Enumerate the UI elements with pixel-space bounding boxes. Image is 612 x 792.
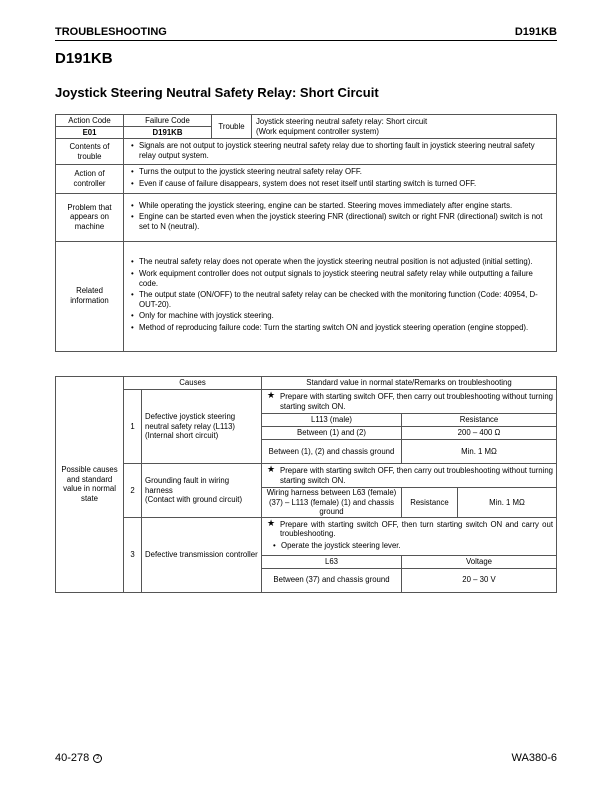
- related-label: Related information: [56, 241, 124, 351]
- star-icon: ★: [267, 464, 276, 474]
- cause-1-text: Defective joystick steering neutral safety relay (L113) (Internal short circuit): [142, 390, 262, 464]
- star-icon: ★: [267, 517, 276, 528]
- cause-1-note: Prepare with starting switch OFF, then carry out troubleshooting without turning starting switch ON.: [280, 391, 553, 411]
- problem-item: • While operating the joystick steering, engine can be started. Steering moves immediately after engine starts.: [128, 201, 552, 211]
- action-label: Action of controller: [56, 165, 124, 193]
- cause-3-r1-value: 20 – 30 V: [402, 568, 557, 592]
- cause-2-resistance-label: Resistance: [402, 488, 458, 518]
- failure-code-label: Failure Code: [124, 115, 212, 127]
- cause-3-col-voltage: Voltage: [402, 555, 557, 568]
- model-name: WA380-6: [511, 752, 557, 764]
- cause-1-r2-pins: Between (1), (2) and chassis ground: [262, 440, 402, 464]
- cause-3-bullet: • Operate the joystick steering lever.: [270, 541, 553, 551]
- cause-3-r1-pins: Between (37) and chassis ground: [262, 568, 402, 592]
- cause-1-col-connector: L113 (male): [262, 414, 402, 427]
- problem-label: Problem that appears on machine: [56, 193, 124, 241]
- cause-number: 3: [124, 517, 142, 592]
- related-item: • Method of reproducing failure code: Turn the starting switch ON and joystick steering operation (engine stopped).: [128, 323, 552, 333]
- star-icon: ★: [267, 390, 276, 400]
- cause-1-r2-value: Min. 1 MΩ: [402, 440, 557, 464]
- action-item: • Even if cause of failure disappears, system does not reset itself until starting switch is turned OFF.: [128, 179, 552, 189]
- header-section: TROUBLESHOOTING: [55, 26, 167, 38]
- failure-code-title: D191KB: [55, 50, 113, 67]
- contents-item: • Signals are not output to joystick steering neutral safety relay due to shorting fault in joystick steering neutral safety relay output system.: [128, 141, 552, 160]
- cause-number: 1: [124, 390, 142, 464]
- cause-2-note: Prepare with starting switch OFF, then carry out troubleshooting without turning starting switch ON.: [280, 465, 553, 485]
- failure-info-table: [55, 114, 557, 352]
- cause-2-text: Grounding fault in wiring harness (Contact with ground circuit): [142, 464, 262, 518]
- related-item: • The output state (ON/OFF) to the neutral safety relay can be checked with the monitoring function (Code: 40954, D-OUT-20).: [128, 290, 552, 309]
- related-item: • The neutral safety relay does not operate when the joystick steering neutral position is not adjusted (initial setting).: [128, 257, 552, 267]
- causes-side-label: Possible causes and standard value in normal state: [56, 377, 124, 593]
- cause-3-note: Prepare with starting switch OFF, then turn starting switch ON and carry out troubleshooting.: [280, 519, 553, 539]
- related-item: • Work equipment controller does not output signals to joystick steering neutral safety relay while outputting a failure code.: [128, 269, 552, 288]
- page-header: [55, 26, 557, 41]
- cause-2-resistance-value: Min. 1 MΩ: [458, 488, 557, 518]
- cause-1-r1-pins: Between (1) and (2): [262, 427, 402, 440]
- cause-3-text: Defective transmission controller: [142, 517, 262, 592]
- cause-3-col-connector: L63: [262, 555, 402, 568]
- contents-label: Contents of trouble: [56, 139, 124, 165]
- cause-1-r1-value: 200 – 400 Ω: [402, 427, 557, 440]
- failure-code-value: D191KB: [124, 127, 212, 139]
- page-number-text: 40-278: [55, 752, 90, 764]
- action-code-value: E01: [56, 127, 124, 139]
- cause-number: 2: [124, 464, 142, 518]
- trouble-label: Trouble: [212, 115, 252, 139]
- trouble-text: Joystick steering neutral safety relay: Short circuit (Work equipment controller system): [252, 115, 557, 139]
- action-item: • Turns the output to the joystick steering neutral safety relay OFF.: [128, 167, 552, 177]
- section-title: Joystick Steering Neutral Safety Relay: Short Circuit: [55, 85, 379, 100]
- page-number: [55, 752, 102, 764]
- revision-mark: 2: [93, 754, 102, 763]
- related-item: • Only for machine with joystick steering.: [128, 311, 552, 321]
- action-code-label: Action Code: [56, 115, 124, 127]
- cause-2-harness: Wiring harness between L63 (female) (37) – L113 (female) (1) and chassis ground: [262, 488, 402, 518]
- causes-header: Causes: [124, 377, 262, 390]
- causes-table: [55, 376, 557, 593]
- cause-1-col-resistance: Resistance: [402, 414, 557, 427]
- problem-item: • Engine can be started even when the joystick steering FNR (directional) switch or right FNR (directional) switch is not set to N (neutral).: [128, 212, 552, 231]
- header-code: D191KB: [514, 26, 557, 38]
- standard-header: Standard value in normal state/Remarks on troubleshooting: [262, 377, 557, 390]
